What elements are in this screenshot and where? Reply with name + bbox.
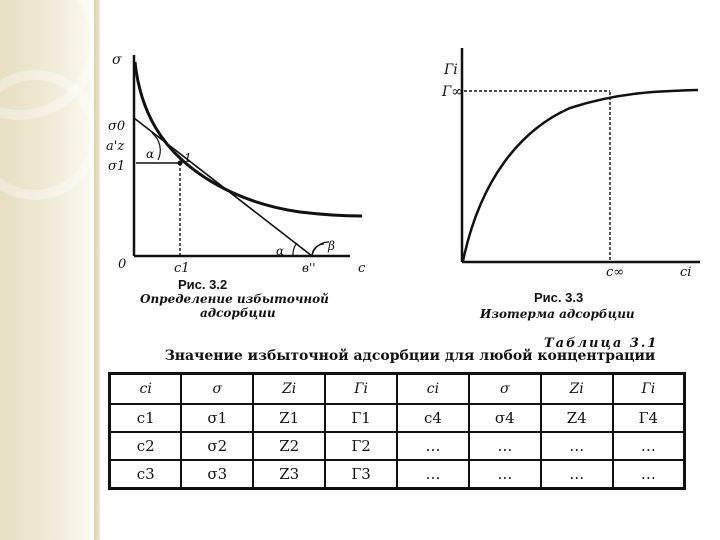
origin-label: 0 <box>118 257 127 272</box>
figure-left <box>106 52 366 320</box>
table-cell: … <box>541 432 613 460</box>
beta-arc-outer <box>312 242 329 256</box>
table-row <box>110 460 685 489</box>
decorative-circle <box>0 70 100 200</box>
table-cell: σ2 <box>181 432 253 460</box>
tangent-point-1 <box>178 161 183 166</box>
figures-svg <box>100 0 720 340</box>
fig-3-3-caption: Изотерма адсорбции <box>480 307 635 321</box>
tangent-line <box>134 118 312 256</box>
gamma-inf-label: Г∞ <box>442 84 463 100</box>
fig-3-2-caption-line2: адсорбции <box>200 306 276 320</box>
table-cell: c2 <box>110 432 182 460</box>
adsorption-table <box>108 372 686 490</box>
table-cell: σ4 <box>469 404 541 432</box>
fig-3-3-title: Рис. 3.3 <box>534 290 584 305</box>
c1-label: c1 <box>174 261 190 276</box>
table-cell: … <box>469 432 541 460</box>
ci-axis-label: ci <box>680 265 692 280</box>
alpha-upper-label: α <box>146 147 155 161</box>
table-number-label: Таблица 3.1 <box>544 336 659 351</box>
c-inf-label: c∞ <box>606 265 625 280</box>
table-cell: … <box>541 460 613 489</box>
table-cell: c1 <box>110 404 182 432</box>
table-cell: Z2 <box>253 432 325 460</box>
table-title: Значение избыточной адсорбции для любой концентрации <box>164 348 656 364</box>
table-cell: σ3 <box>181 460 253 489</box>
az-label: a'z <box>106 139 125 154</box>
table-header-cell: ci <box>397 374 469 405</box>
table-cell: Г4 <box>613 404 685 432</box>
table-header-row <box>110 374 685 405</box>
figure-right <box>441 48 700 321</box>
table-cell: … <box>397 432 469 460</box>
table-cell: Г3 <box>325 460 397 489</box>
table-cell: Z4 <box>541 404 613 432</box>
table-row <box>110 432 685 460</box>
point-1-label: 1 <box>184 151 192 165</box>
table-header-cell: Гi <box>613 374 685 405</box>
table-cell: c3 <box>110 460 182 489</box>
table-header-cell: σ <box>181 374 253 405</box>
sigma0-label: σ0 <box>108 119 126 134</box>
fig-3-2-caption-line1: Определение избыточной <box>140 292 329 306</box>
table-cell: … <box>613 432 685 460</box>
table-header-cell: Zi <box>253 374 325 405</box>
isotherm-curve <box>463 90 698 261</box>
table-cell: c4 <box>397 404 469 432</box>
table-cell: Г2 <box>325 432 397 460</box>
alpha-arc-lower <box>293 243 297 256</box>
table-row <box>110 404 685 432</box>
surface-tension-curve <box>135 62 362 216</box>
table-header-cell: σ <box>469 374 541 405</box>
beta-label: β <box>328 239 335 253</box>
gamma-axis-label: Гi <box>444 62 458 78</box>
table-cell: … <box>397 460 469 489</box>
table-cell: Z1 <box>253 404 325 432</box>
table-header-cell: Zi <box>541 374 613 405</box>
sigma-axis-label: σ <box>112 52 122 68</box>
table-cell: Z3 <box>253 460 325 489</box>
b-prime-label: в'' <box>302 261 316 275</box>
table-cell: σ1 <box>181 404 253 432</box>
table-cell: … <box>469 460 541 489</box>
alpha-lower-label: α <box>276 244 285 258</box>
fig-3-2-title: Рис. 3.2 <box>178 277 228 292</box>
table-cell: … <box>613 460 685 489</box>
decorative-side-strip <box>0 0 90 540</box>
table-cell: Г1 <box>325 404 397 432</box>
sigma1-label: σ1 <box>108 159 126 174</box>
c-axis-label: c <box>358 261 366 276</box>
table-header-cell: ci <box>110 374 182 405</box>
table-header-cell: Гi <box>325 374 397 405</box>
